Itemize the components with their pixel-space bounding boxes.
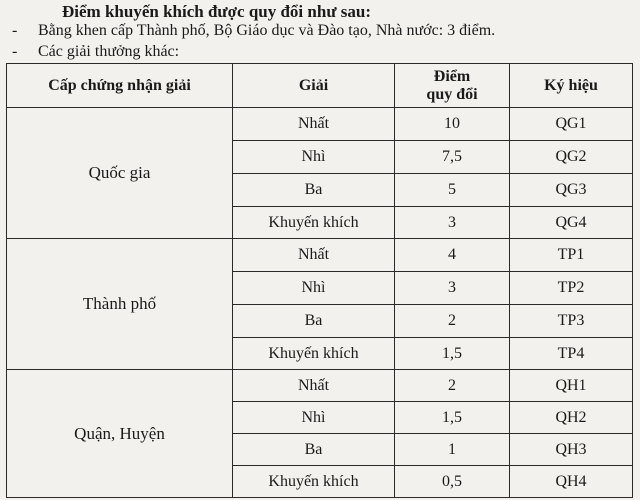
level-cell: Quốc gia <box>7 108 233 239</box>
points-cell: 3 <box>395 207 510 239</box>
table-row <box>7 239 633 272</box>
points-cell: 5 <box>395 174 510 207</box>
prize-cell: Khuyến khích <box>233 338 395 370</box>
prize-cell: Ba <box>233 434 395 466</box>
code-cell: QH4 <box>510 466 633 498</box>
code-cell: QG3 <box>510 174 633 207</box>
award-points-table <box>6 63 633 498</box>
bullet-marker: - <box>12 22 18 39</box>
table-row <box>7 108 633 141</box>
prize-cell: Nhì <box>233 402 395 434</box>
prize-cell: Ba <box>233 305 395 338</box>
prize-cell: Nhì <box>233 141 395 174</box>
prize-cell: Khuyến khích <box>233 466 395 498</box>
prize-cell: Nhì <box>233 272 395 305</box>
code-cell: TP1 <box>510 239 633 272</box>
code-cell: QG1 <box>510 108 633 141</box>
header-points-line2: quy đổi <box>426 85 478 103</box>
header-level: Cấp chứng nhận giải <box>7 64 233 108</box>
points-cell: 1,5 <box>395 402 510 434</box>
points-cell: 1,5 <box>395 338 510 370</box>
header-points <box>395 64 510 108</box>
header-code: Ký hiệu <box>510 64 633 108</box>
level-cell: Quận, Huyện <box>7 370 233 498</box>
table-row <box>7 370 633 402</box>
points-cell: 3 <box>395 272 510 305</box>
points-cell: 2 <box>395 370 510 402</box>
bullet-text: Các giải thưởng khác: <box>38 43 180 60</box>
code-cell: QH3 <box>510 434 633 466</box>
header-points-line1: Điểm <box>433 67 471 85</box>
bullet-item <box>12 22 495 40</box>
code-cell: TP2 <box>510 272 633 305</box>
bullet-text: Bằng khen cấp Thành phố, Bộ Giáo dục và Đào tạo, Nhà nước: 3 điểm. <box>38 22 496 39</box>
code-cell: TP3 <box>510 305 633 338</box>
prize-cell: Khuyến khích <box>233 207 395 239</box>
bullet-marker: - <box>12 43 18 60</box>
prize-cell: Ba <box>233 174 395 207</box>
points-cell: 2 <box>395 305 510 338</box>
points-cell: 1 <box>395 434 510 466</box>
prize-cell: Nhất <box>233 239 395 272</box>
code-cell: QG4 <box>510 207 633 239</box>
prize-cell: Nhất <box>233 108 395 141</box>
level-cell: Thành phố <box>7 239 233 370</box>
bullet-item <box>12 43 179 61</box>
table-header-row <box>7 64 633 108</box>
points-cell: 4 <box>395 239 510 272</box>
code-cell: QH1 <box>510 370 633 402</box>
code-cell: QH2 <box>510 402 633 434</box>
points-cell: 0,5 <box>395 466 510 498</box>
header-prize: Giải <box>233 64 395 108</box>
code-cell: QG2 <box>510 141 633 174</box>
section-heading: Điểm khuyến khích được quy đổi như sau: <box>62 2 371 21</box>
points-cell: 7,5 <box>395 141 510 174</box>
prize-cell: Nhất <box>233 370 395 402</box>
points-cell: 10 <box>395 108 510 141</box>
code-cell: TP4 <box>510 338 633 370</box>
